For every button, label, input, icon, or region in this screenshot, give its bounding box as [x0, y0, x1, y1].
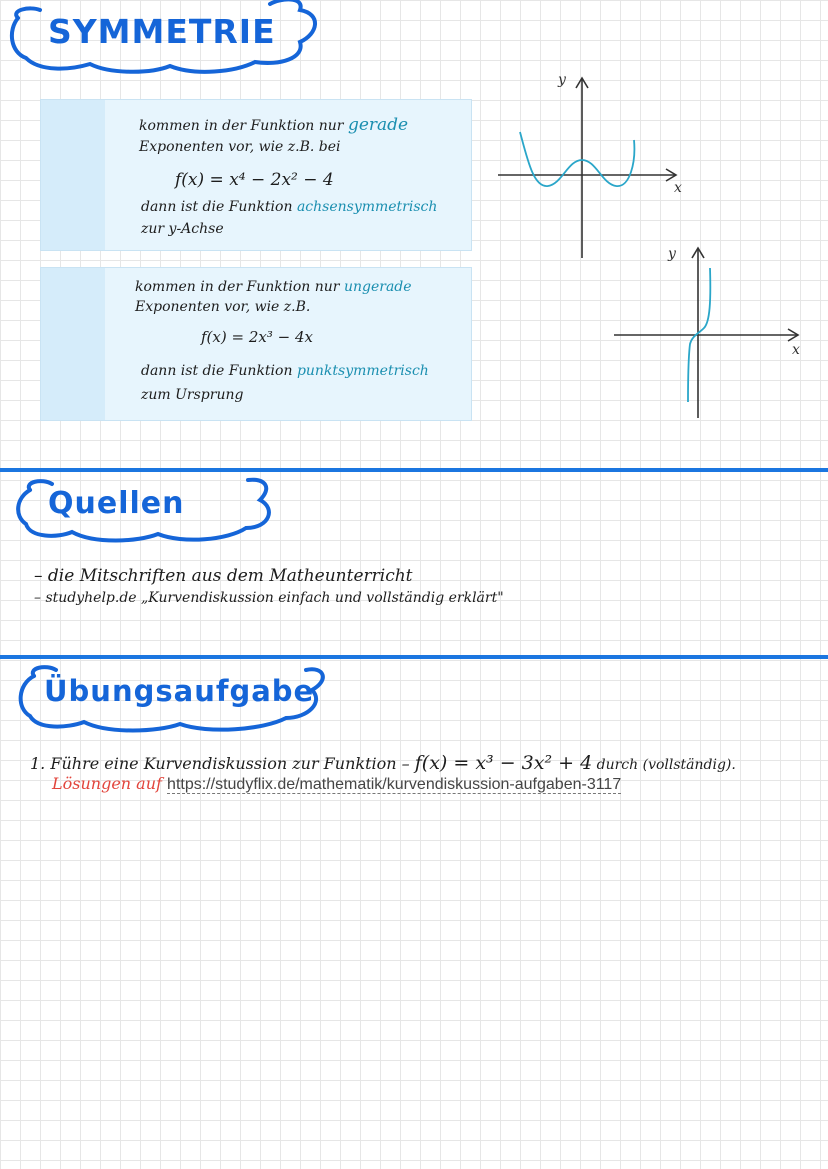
exercise-task-text: 1. Führe eine Kurvendiskussion zur Funktion – [30, 754, 415, 773]
odd-symmetry-box [40, 267, 472, 421]
solution-link[interactable]: https://studyflix.de/mathematik/kurvendiskussion-aufgaben-3117 [167, 776, 622, 793]
section-divider [0, 655, 828, 659]
even-y-label: y [558, 72, 566, 88]
exercise-title: Übungsaufgabe [44, 674, 315, 708]
section-divider [0, 468, 828, 472]
even-line-3-text: dann ist die Funktion [141, 199, 297, 215]
page-title: SYMMETRIE [48, 12, 276, 51]
even-line-1 [139, 116, 408, 136]
even-line-3 [141, 198, 437, 217]
source-item-2: – studyhelp.de „Kurvendiskussion einfach und vollständig erklärt" [34, 590, 504, 606]
odd-line-2: Exponenten vor, wie z.B. [135, 299, 311, 315]
solution-label: Lösungen auf [52, 774, 162, 793]
odd-formula: f(x) = 2x³ − 4x [201, 328, 313, 346]
symmetrie-heading [0, 0, 330, 75]
box-strip [41, 268, 105, 420]
even-line-4: zur y-Achse [141, 221, 224, 237]
box-strip [41, 100, 105, 250]
even-x-label: x [674, 180, 682, 196]
odd-function-graph [600, 240, 810, 422]
exercise-formula: f(x) = x³ − 3x² + 4 [414, 752, 593, 774]
exercise-heading [8, 662, 338, 736]
odd-line-4: zum Ursprung [141, 387, 244, 403]
odd-line-3 [141, 362, 429, 381]
odd-graph-svg [600, 240, 810, 422]
odd-line-1 [135, 278, 412, 297]
even-accent-achsensymmetrisch: achsensymmetrisch [296, 199, 438, 215]
odd-line-1-text: kommen in der Funktion nur [135, 279, 344, 295]
odd-accent-punktsymmetrisch: punktsymmetrisch [296, 363, 429, 379]
exercise-task [30, 752, 736, 774]
even-symmetry-box [40, 99, 472, 251]
exercise-task-end: durch (vollständig). [592, 757, 736, 773]
even-line-1-text: kommen in der Funktion nur [139, 118, 348, 134]
even-formula: f(x) = x⁴ − 2x² − 4 [175, 170, 334, 190]
odd-y-label: y [668, 246, 676, 262]
solution-line [52, 774, 621, 794]
even-accent-gerade: gerade [347, 115, 409, 135]
odd-accent-ungerade: ungerade [343, 279, 412, 295]
source-item-1: – die Mitschriften aus dem Matheunterricht [34, 566, 413, 586]
sources-title: Quellen [48, 486, 185, 521]
odd-line-3-text: dann ist die Funktion [141, 363, 297, 379]
even-line-2: Exponenten vor, wie z.B. bei [139, 139, 341, 155]
odd-x-label: x [792, 342, 800, 358]
quellen-heading [8, 474, 278, 546]
even-graph-svg [490, 70, 690, 260]
even-function-graph [490, 70, 690, 260]
